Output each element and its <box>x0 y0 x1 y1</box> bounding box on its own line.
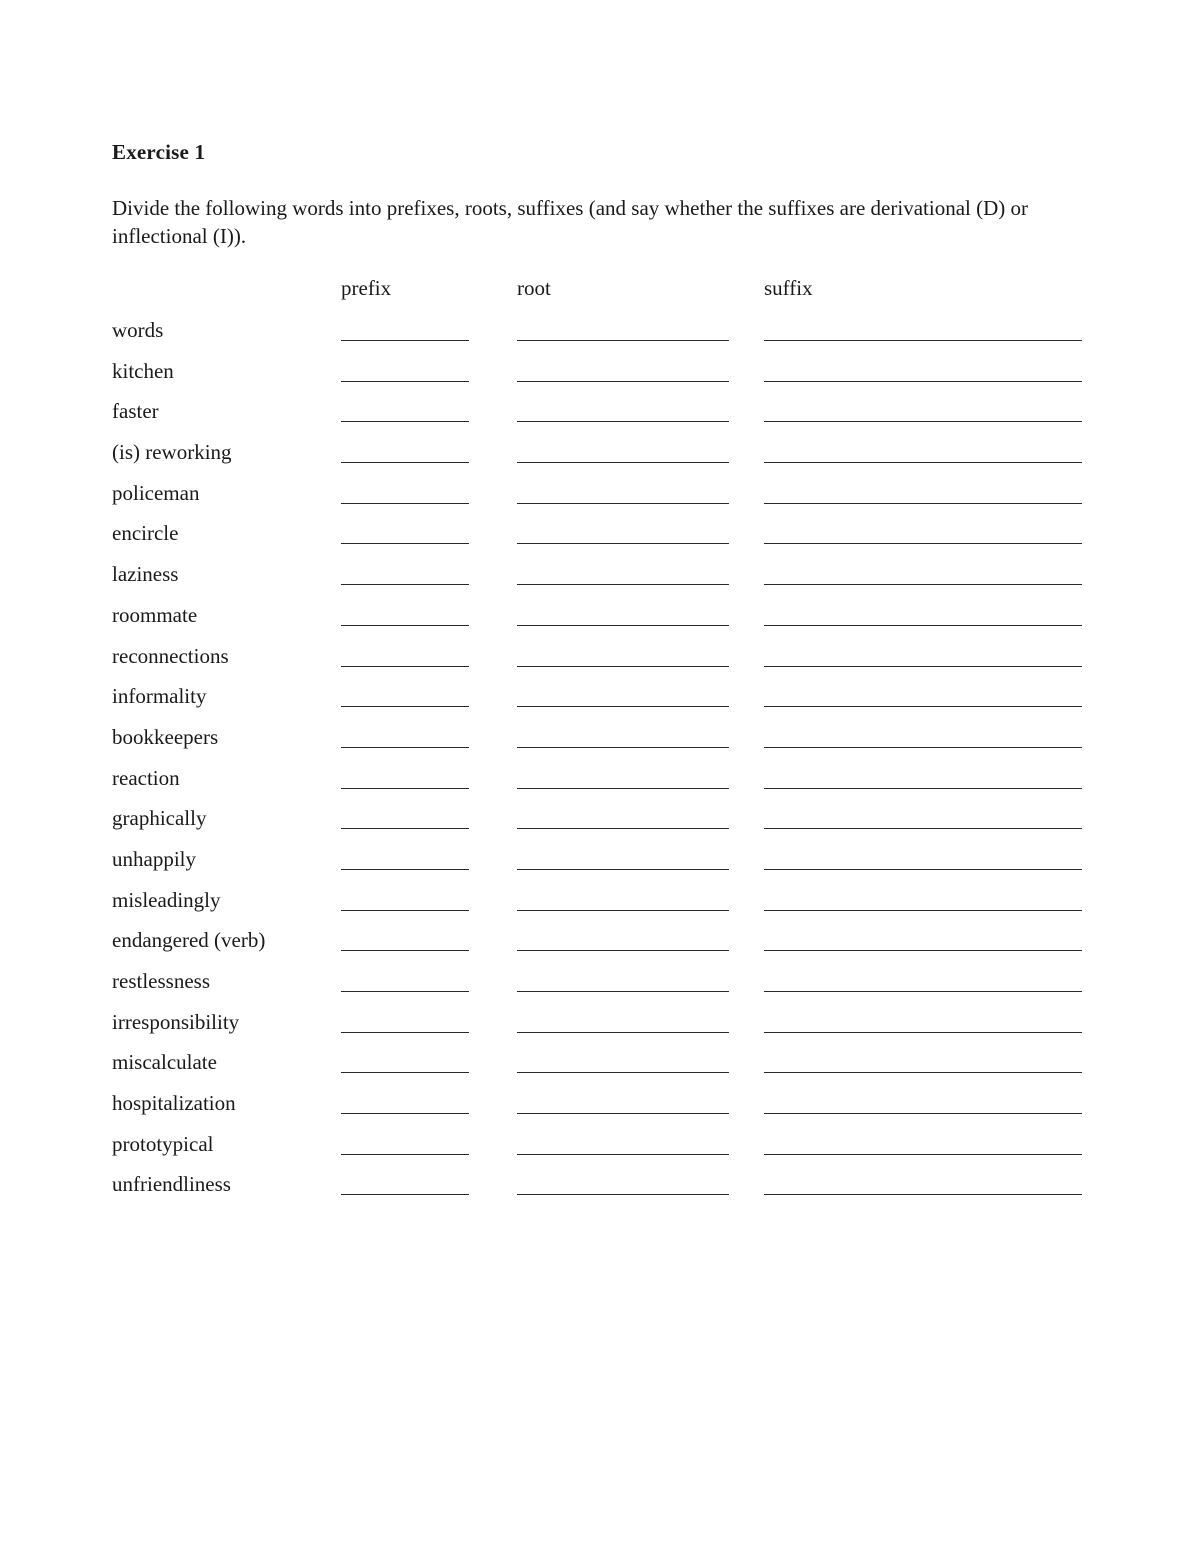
word-label: miscalculate <box>112 1050 217 1075</box>
word-row <box>0 1170 1200 1211</box>
root-blank[interactable] <box>517 1113 729 1114</box>
word-row <box>0 804 1200 845</box>
prefix-blank[interactable] <box>341 788 469 789</box>
suffix-blank[interactable] <box>764 1194 1082 1195</box>
word-row <box>0 519 1200 560</box>
word-row <box>0 845 1200 886</box>
word-label: unfriendliness <box>112 1172 231 1197</box>
suffix-blank[interactable] <box>764 1072 1082 1073</box>
word-row <box>0 764 1200 805</box>
word-label: reaction <box>112 765 180 790</box>
root-blank[interactable] <box>517 1072 729 1073</box>
prefix-blank[interactable] <box>341 910 469 911</box>
suffix-blank[interactable] <box>764 543 1082 544</box>
word-label: encircle <box>112 521 179 546</box>
word-row <box>0 1048 1200 1089</box>
suffix-blank[interactable] <box>764 340 1082 341</box>
suffix-blank[interactable] <box>764 1113 1082 1114</box>
prefix-blank[interactable] <box>341 869 469 870</box>
word-list <box>0 316 1200 1211</box>
word-row <box>0 642 1200 683</box>
prefix-blank[interactable] <box>341 666 469 667</box>
suffix-blank[interactable] <box>764 625 1082 626</box>
root-blank[interactable] <box>517 991 729 992</box>
word-label: words <box>112 318 164 342</box>
word-label: restlessness <box>112 969 210 993</box>
suffix-blank[interactable] <box>764 666 1082 667</box>
word-row <box>0 1008 1200 1049</box>
word-label: prototypical <box>112 1131 214 1156</box>
word-label: informality <box>112 684 207 709</box>
prefix-blank[interactable] <box>341 950 469 951</box>
suffix-blank[interactable] <box>764 747 1082 748</box>
word-label: policeman <box>112 480 200 505</box>
root-blank[interactable] <box>517 543 729 544</box>
word-label: misleadingly <box>112 887 221 912</box>
root-blank[interactable] <box>517 666 729 667</box>
word-label: bookkeepers <box>112 724 219 749</box>
word-row <box>0 601 1200 642</box>
prefix-blank[interactable] <box>341 381 469 382</box>
root-blank[interactable] <box>517 421 729 422</box>
root-blank[interactable] <box>517 584 729 585</box>
suffix-blank[interactable] <box>764 869 1082 870</box>
word-label: kitchen <box>112 358 174 383</box>
prefix-blank[interactable] <box>341 1032 469 1033</box>
word-row <box>0 1130 1200 1171</box>
instructions-text: Divide the following words into prefixes, roots, suffixes (and say whether the suffixes are derivational (D) or inflectional (I)). <box>112 196 1028 248</box>
word-row <box>0 926 1200 967</box>
prefix-blank[interactable] <box>341 421 469 422</box>
word-row <box>0 682 1200 723</box>
suffix-blank[interactable] <box>764 381 1082 382</box>
root-blank[interactable] <box>517 462 729 463</box>
prefix-blank[interactable] <box>341 462 469 463</box>
suffix-blank[interactable] <box>764 991 1082 992</box>
word-row <box>0 397 1200 438</box>
word-label: (is) reworking <box>112 440 232 465</box>
word-label: roommate <box>112 602 198 627</box>
suffix-blank[interactable] <box>764 1032 1082 1033</box>
prefix-blank[interactable] <box>341 340 469 341</box>
word-label: irresponsibility <box>112 1009 240 1034</box>
root-blank[interactable] <box>517 625 729 626</box>
word-label: hospitalization <box>112 1091 236 1116</box>
suffix-blank[interactable] <box>764 706 1082 707</box>
prefix-blank[interactable] <box>341 584 469 585</box>
root-blank[interactable] <box>517 788 729 789</box>
root-blank[interactable] <box>517 747 729 748</box>
word-row <box>0 438 1200 479</box>
root-blank[interactable] <box>517 1032 729 1033</box>
word-row <box>0 560 1200 601</box>
root-blank[interactable] <box>517 910 729 911</box>
word-row <box>0 316 1200 357</box>
suffix-blank[interactable] <box>764 950 1082 951</box>
column-header-root: root <box>517 276 551 300</box>
word-row <box>0 1089 1200 1130</box>
root-blank[interactable] <box>517 503 729 504</box>
word-label: faster <box>112 399 159 424</box>
prefix-blank[interactable] <box>341 503 469 504</box>
word-label: laziness <box>112 562 179 587</box>
word-row <box>0 886 1200 927</box>
suffix-blank[interactable] <box>764 788 1082 789</box>
word-row <box>0 967 1200 1008</box>
root-blank[interactable] <box>517 340 729 341</box>
root-blank[interactable] <box>517 1154 729 1155</box>
prefix-blank[interactable] <box>341 1072 469 1073</box>
root-blank[interactable] <box>517 381 729 382</box>
prefix-blank[interactable] <box>341 747 469 748</box>
prefix-blank[interactable] <box>341 991 469 992</box>
prefix-blank[interactable] <box>341 543 469 544</box>
root-blank[interactable] <box>517 706 729 707</box>
suffix-blank[interactable] <box>764 584 1082 585</box>
word-label: graphically <box>112 806 207 831</box>
suffix-blank[interactable] <box>764 910 1082 911</box>
suffix-blank[interactable] <box>764 421 1082 422</box>
word-row <box>0 479 1200 520</box>
suffix-blank[interactable] <box>764 828 1082 829</box>
word-label: reconnections <box>112 643 229 668</box>
root-blank[interactable] <box>517 828 729 829</box>
column-header-suffix: suffix <box>764 276 813 300</box>
root-blank[interactable] <box>517 869 729 870</box>
suffix-blank[interactable] <box>764 462 1082 463</box>
exercise-title: Exercise 1 <box>112 140 206 164</box>
word-label: endangered (verb) <box>112 928 266 953</box>
word-row <box>0 723 1200 764</box>
suffix-blank[interactable] <box>764 1154 1082 1155</box>
prefix-blank[interactable] <box>341 625 469 626</box>
prefix-blank[interactable] <box>341 1154 469 1155</box>
prefix-blank[interactable] <box>341 1113 469 1114</box>
word-row <box>0 357 1200 398</box>
word-label: unhappily <box>112 846 196 871</box>
root-blank[interactable] <box>517 1194 729 1195</box>
prefix-blank[interactable] <box>341 828 469 829</box>
prefix-blank[interactable] <box>341 706 469 707</box>
root-blank[interactable] <box>517 950 729 951</box>
column-header-prefix: prefix <box>341 276 392 300</box>
prefix-blank[interactable] <box>341 1194 469 1195</box>
suffix-blank[interactable] <box>764 503 1082 504</box>
